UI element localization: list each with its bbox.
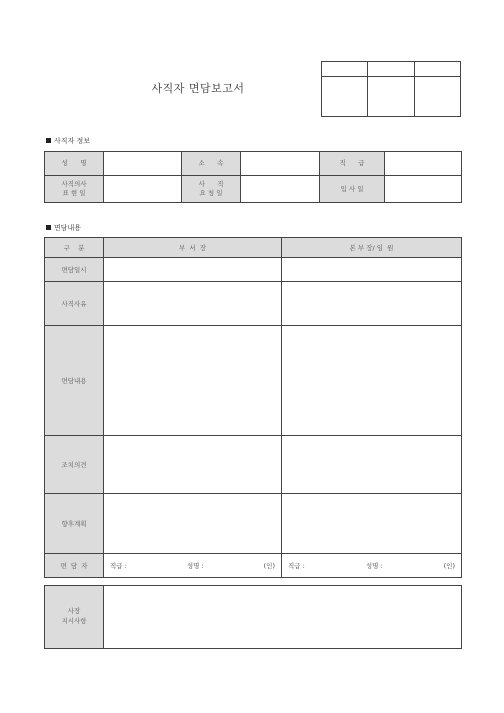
manager-plan-field[interactable] xyxy=(104,494,282,554)
executive-reason-field[interactable] xyxy=(282,282,462,326)
col-category-header: 구 분 xyxy=(45,238,104,258)
name-label: 성 명 xyxy=(45,152,104,176)
join-date-field[interactable] xyxy=(385,176,462,203)
join-date-label: 입 사 일 xyxy=(320,176,385,203)
dept-field[interactable] xyxy=(241,152,320,176)
dept-label: 소 속 xyxy=(182,152,241,176)
intent-date-label: 사직의사 표 현 일 xyxy=(45,176,104,203)
approval-header-cell xyxy=(368,62,415,77)
manager-action-field[interactable] xyxy=(104,436,282,494)
ceo-instructions-label: 사장 지시사항 xyxy=(45,586,104,649)
executive-action-field[interactable] xyxy=(282,436,462,494)
rank-label: 직 급 xyxy=(320,152,385,176)
intent-date-field[interactable] xyxy=(104,176,182,203)
manager-signature-field[interactable] xyxy=(104,554,282,578)
name-field-label: 성명 : xyxy=(365,562,383,570)
approval-header-cell xyxy=(322,62,368,77)
ceo-instructions-table xyxy=(44,585,462,649)
manager-reason-field[interactable] xyxy=(104,282,282,326)
row-label-action: 조치의견 xyxy=(45,436,104,494)
rank-field[interactable] xyxy=(385,152,462,176)
col-executive-header: 본 부 장/ 임 원 xyxy=(282,238,462,258)
resignee-info-table xyxy=(44,151,462,203)
row-label-interviewer: 면 담 자 xyxy=(45,554,104,578)
approval-sign-cell[interactable] xyxy=(415,77,461,117)
row-label-plan: 향후계획 xyxy=(45,494,104,554)
bullet-square-icon xyxy=(46,138,51,143)
interview-table xyxy=(44,237,462,578)
name-field[interactable] xyxy=(104,152,182,176)
request-date-label: 사 직 요 청 일 xyxy=(182,176,241,203)
executive-date-field[interactable] xyxy=(282,258,462,282)
row-label-date: 면담일시 xyxy=(45,258,104,282)
manager-date-field[interactable] xyxy=(104,258,282,282)
approval-sign-cell[interactable] xyxy=(368,77,415,117)
bullet-square-icon xyxy=(46,225,51,230)
name-field-label: 성명 : xyxy=(186,562,204,570)
executive-signature-field[interactable] xyxy=(282,554,462,578)
row-label-content: 면담내용 xyxy=(45,326,104,436)
section-info-heading: 사직자 정보 xyxy=(46,136,90,146)
approval-sign-cell[interactable] xyxy=(322,77,368,117)
approval-box xyxy=(321,61,461,117)
rank-field-label: 직급 : xyxy=(110,562,127,570)
manager-content-field[interactable] xyxy=(104,326,282,436)
seal-label: (인) xyxy=(443,562,455,570)
col-manager-header: 부 서 장 xyxy=(104,238,282,258)
approval-header-cell xyxy=(415,62,461,77)
rank-field-label: 직급 : xyxy=(288,562,305,570)
row-label-reason: 사직사유 xyxy=(45,282,104,326)
executive-plan-field[interactable] xyxy=(282,494,462,554)
ceo-instructions-field[interactable] xyxy=(104,586,462,649)
executive-content-field[interactable] xyxy=(282,326,462,436)
seal-label: (인) xyxy=(263,562,275,570)
section-interview-heading: 면담내용 xyxy=(46,223,81,233)
request-date-field[interactable] xyxy=(241,176,320,203)
page-title: 사직자 면담보고서 xyxy=(151,82,245,95)
